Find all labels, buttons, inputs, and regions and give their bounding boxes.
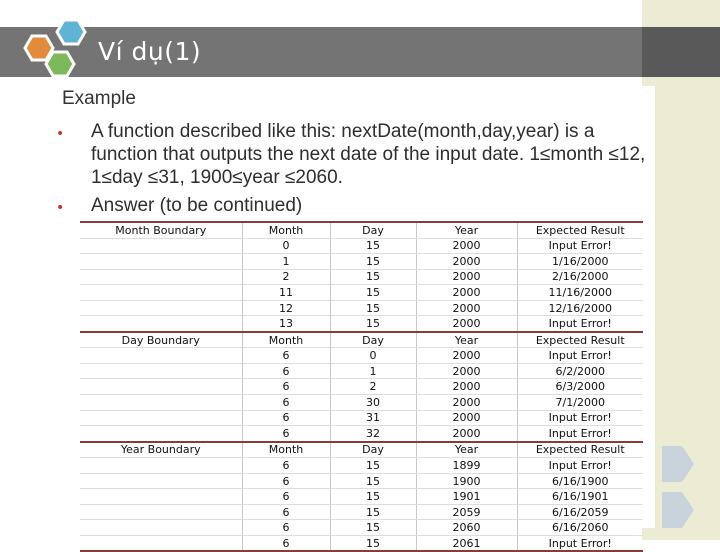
table-row xyxy=(80,504,643,520)
section-label-cell xyxy=(80,489,242,505)
table-cell: 15 xyxy=(330,300,416,316)
section-label-cell xyxy=(80,348,242,364)
table-row xyxy=(80,254,643,270)
table-cell: 2000 xyxy=(416,316,517,332)
bullet-marker: • xyxy=(56,200,65,216)
title-bar-end xyxy=(642,27,720,77)
section-label-cell xyxy=(80,285,242,301)
table-cell: 6 xyxy=(242,535,330,551)
table-cell: 6 xyxy=(242,348,330,364)
table-cell: 6 xyxy=(242,504,330,520)
bullet-text-2: Answer (to be continued) xyxy=(91,195,303,216)
table-cell: 6/2/2000 xyxy=(517,363,643,379)
section-header-row xyxy=(80,332,643,348)
table-cell: 2000 xyxy=(416,363,517,379)
table-cell: 6 xyxy=(242,379,330,395)
table-cell: 6/16/2060 xyxy=(517,520,643,536)
table-row xyxy=(80,458,643,474)
column-header: Expected Result xyxy=(517,222,643,238)
table-row xyxy=(80,489,643,505)
table-row xyxy=(80,300,643,316)
table-row xyxy=(80,285,643,301)
section-label-cell xyxy=(80,458,242,474)
table-cell: 6 xyxy=(242,395,330,411)
table-cell: 2059 xyxy=(416,504,517,520)
table-row xyxy=(80,520,643,536)
table-cell: 6 xyxy=(242,520,330,536)
column-header: Month xyxy=(242,442,330,458)
table-cell: 6 xyxy=(242,489,330,505)
table-row xyxy=(80,535,643,551)
table-cell: 2000 xyxy=(416,348,517,364)
table-cell: 1900 xyxy=(416,473,517,489)
table-cell: 2060 xyxy=(416,520,517,536)
table-cell: 0 xyxy=(330,348,416,364)
section-header-row xyxy=(80,442,643,458)
next-arrow-icon[interactable] xyxy=(658,444,698,484)
table-row xyxy=(80,473,643,489)
column-header: Day xyxy=(330,332,416,348)
table-cell: 12 xyxy=(242,300,330,316)
column-header: Month xyxy=(242,332,330,348)
table-cell: 2000 xyxy=(416,426,517,442)
table-row xyxy=(80,363,643,379)
column-header: Day xyxy=(330,222,416,238)
table-row xyxy=(80,426,643,442)
table-cell: 2/16/2000 xyxy=(517,269,643,285)
table-cell: 1899 xyxy=(416,458,517,474)
table-cell: Input Error! xyxy=(517,238,643,254)
section-label-cell xyxy=(80,473,242,489)
table-row xyxy=(80,316,643,332)
table-cell: 0 xyxy=(242,238,330,254)
table-cell: 1901 xyxy=(416,489,517,505)
table-cell: 1 xyxy=(330,363,416,379)
column-header: Day xyxy=(330,442,416,458)
column-header: Month xyxy=(242,222,330,238)
section-label-cell xyxy=(80,269,242,285)
table-cell: 15 xyxy=(330,535,416,551)
table-cell: 15 xyxy=(330,254,416,270)
example-heading: Example xyxy=(62,88,136,109)
section-label-cell xyxy=(80,504,242,520)
table-cell: Input Error! xyxy=(517,458,643,474)
table-row xyxy=(80,410,643,426)
table-row xyxy=(80,379,643,395)
column-header: Year xyxy=(416,332,517,348)
table-cell: 15 xyxy=(330,473,416,489)
section-label-cell xyxy=(80,535,242,551)
column-header: Expected Result xyxy=(517,332,643,348)
table-cell: 15 xyxy=(330,458,416,474)
section-label-cell xyxy=(80,363,242,379)
prev-arrow-icon[interactable] xyxy=(658,490,698,530)
table-cell: 11/16/2000 xyxy=(517,285,643,301)
table-cell: 2061 xyxy=(416,535,517,551)
table-cell: Input Error! xyxy=(517,426,643,442)
section-label-cell xyxy=(80,254,242,270)
section-label-cell xyxy=(80,520,242,536)
table-cell: Input Error! xyxy=(517,316,643,332)
section-label-cell xyxy=(80,395,242,411)
table-cell: 2000 xyxy=(416,285,517,301)
table-cell: 2 xyxy=(330,379,416,395)
table-cell: 15 xyxy=(330,504,416,520)
table-cell: 1/16/2000 xyxy=(517,254,643,270)
table-cell: 1 xyxy=(242,254,330,270)
table-cell: 12/16/2000 xyxy=(517,300,643,316)
table-cell: 13 xyxy=(242,316,330,332)
section-label-cell xyxy=(80,316,242,332)
table-cell: 2000 xyxy=(416,300,517,316)
table-cell: 30 xyxy=(330,395,416,411)
table-cell: 15 xyxy=(330,269,416,285)
table-cell: 31 xyxy=(330,410,416,426)
section-header-row xyxy=(80,222,643,238)
table-cell: 2000 xyxy=(416,379,517,395)
section-label-cell xyxy=(80,410,242,426)
table-row xyxy=(80,348,643,364)
table-cell: 15 xyxy=(330,238,416,254)
table-cell: Input Error! xyxy=(517,348,643,364)
bullet-text-1: A function described like this: nextDate(month,day,year) is a function that outputs the next date of the input date. 1≤month ≤12, 1≤day ≤31, 1900≤year ≤2060. xyxy=(91,121,646,188)
table-row xyxy=(80,269,643,285)
table-cell: 6 xyxy=(242,473,330,489)
table-cell: 6/16/1901 xyxy=(517,489,643,505)
section-label: Year Boundary xyxy=(80,442,242,458)
table-cell: 15 xyxy=(330,489,416,505)
table-cell: 7/1/2000 xyxy=(517,395,643,411)
section-label-cell xyxy=(80,238,242,254)
table-cell: 2000 xyxy=(416,254,517,270)
section-label-cell xyxy=(80,426,242,442)
table-cell: 2000 xyxy=(416,395,517,411)
table-cell: 11 xyxy=(242,285,330,301)
table-cell: 6/3/2000 xyxy=(517,379,643,395)
table-cell: 2 xyxy=(242,269,330,285)
section-label-cell xyxy=(80,300,242,316)
column-header: Expected Result xyxy=(517,442,643,458)
column-header: Year xyxy=(416,442,517,458)
table-cell: 15 xyxy=(330,285,416,301)
column-header: Year xyxy=(416,222,517,238)
bullet-marker: • xyxy=(56,126,65,142)
table-cell: 6 xyxy=(242,363,330,379)
slide-title: Ví dụ(1) xyxy=(98,37,202,66)
table-cell: Input Error! xyxy=(517,410,643,426)
table-cell: 6 xyxy=(242,458,330,474)
table-cell: 32 xyxy=(330,426,416,442)
table-cell: 2000 xyxy=(416,238,517,254)
table-cell: 6 xyxy=(242,410,330,426)
section-label-cell xyxy=(80,379,242,395)
table-cell: 15 xyxy=(330,316,416,332)
table-cell: 6/16/2059 xyxy=(517,504,643,520)
table-cell: Input Error! xyxy=(517,535,643,551)
table-cell: 2000 xyxy=(416,269,517,285)
section-label: Month Boundary xyxy=(80,222,242,238)
table-cell: 6 xyxy=(242,426,330,442)
table-row xyxy=(80,395,643,411)
table-row xyxy=(80,238,643,254)
table-cell: 6/16/1900 xyxy=(517,473,643,489)
section-label: Day Boundary xyxy=(80,332,242,348)
table-cell: 2000 xyxy=(416,410,517,426)
table-cell: 15 xyxy=(330,520,416,536)
test-cases-table xyxy=(80,221,643,552)
